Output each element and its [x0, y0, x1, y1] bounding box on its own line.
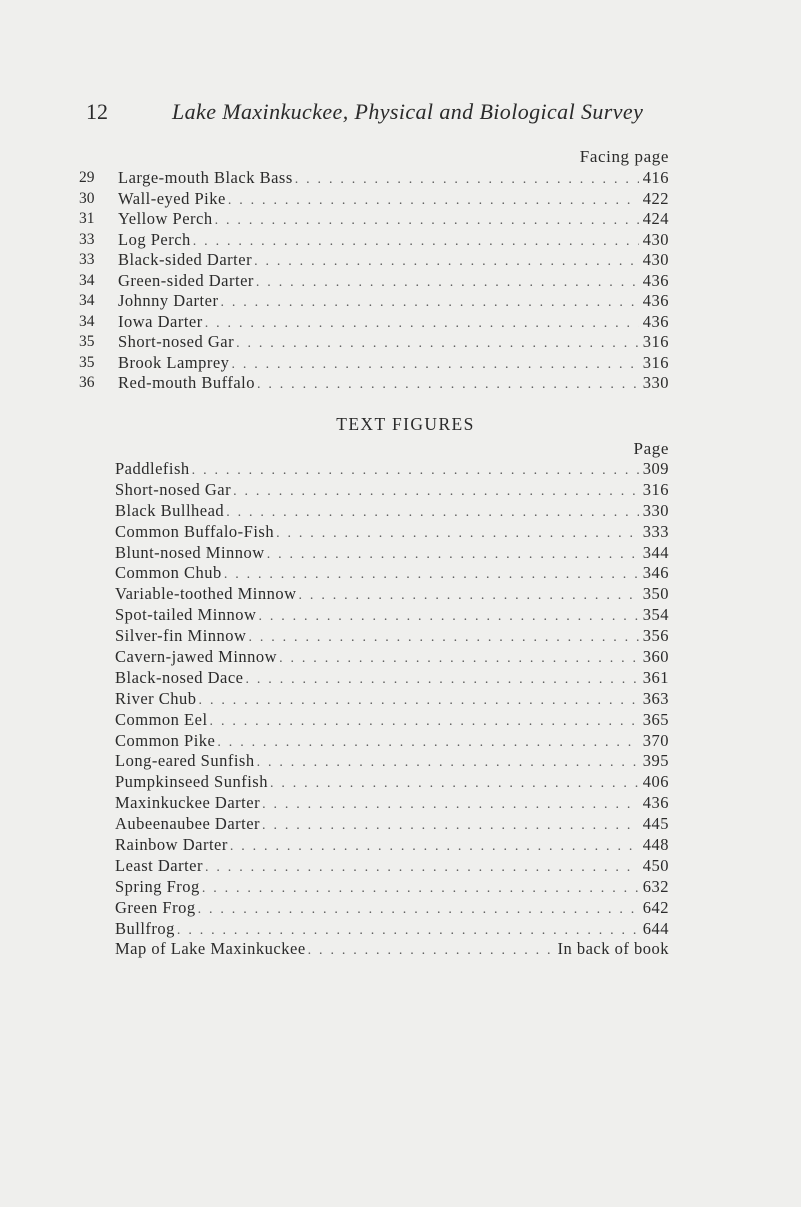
- dot-leader: [199, 691, 639, 712]
- list-item: [0, 501, 801, 522]
- list-item: [0, 939, 801, 960]
- entry-line: [115, 626, 669, 649]
- list-item: [0, 271, 801, 292]
- dot-leader: [236, 334, 639, 355]
- section-title: TEXT FIGURES: [336, 414, 475, 434]
- entry-line: [118, 209, 669, 232]
- dot-leader: [262, 795, 639, 816]
- list-item: [0, 522, 801, 543]
- entry-line: [118, 271, 669, 294]
- plate-number: 35: [79, 353, 95, 371]
- dot-leader: [217, 733, 638, 754]
- entry-line: [115, 584, 669, 607]
- list-item: [0, 563, 801, 584]
- entry-line: [115, 710, 669, 733]
- list-item: [0, 353, 801, 374]
- list-item: [0, 626, 801, 647]
- plate-number: 34: [79, 271, 95, 289]
- page-label: Page: [633, 439, 669, 458]
- entry-name: Pumpkinseed Sunfish: [115, 772, 268, 792]
- plates-list: [0, 145, 801, 394]
- entry-line: [118, 373, 669, 396]
- entry-page: 363: [642, 688, 669, 708]
- entry-name: Paddlefish: [115, 459, 190, 478]
- dot-leader: [254, 252, 639, 273]
- entry-line: [115, 459, 669, 482]
- entry-page: 450: [642, 855, 669, 875]
- dot-leader: [193, 232, 639, 253]
- entry-line: [115, 856, 669, 879]
- list-item: [0, 647, 801, 668]
- entry-line: [115, 563, 669, 586]
- entry-name: Johnny Darter: [118, 291, 219, 310]
- dot-leader: [220, 293, 638, 314]
- entry-name: Rainbow Darter: [115, 835, 228, 855]
- entry-line: [115, 731, 669, 754]
- entry-line: [118, 168, 669, 191]
- list-item: [0, 480, 801, 501]
- dot-leader: [308, 941, 554, 962]
- running-title: Lake Maxinkuckee, Physical and Biological Survey: [172, 99, 644, 124]
- dot-leader: [299, 586, 639, 607]
- entry-name: Least Darter: [115, 855, 203, 875]
- dot-leader: [202, 879, 639, 900]
- entry-line: [115, 605, 669, 628]
- list-item: [0, 230, 801, 251]
- dot-leader: [246, 670, 639, 691]
- entry-page: In back of book: [557, 939, 669, 959]
- entry-line: [118, 332, 669, 355]
- list-item: [0, 332, 801, 353]
- list-item: [0, 605, 801, 626]
- entry-name: Black-nosed Dace: [115, 667, 244, 687]
- plate-number: 29: [79, 169, 95, 186]
- plate-number: 36: [79, 374, 95, 391]
- list-item: [0, 772, 801, 793]
- entry-page: 361: [642, 667, 669, 687]
- entry-line: [118, 291, 669, 314]
- dot-leader: [295, 170, 639, 191]
- list-item: [0, 751, 801, 772]
- entry-name: Bullfrog: [115, 918, 175, 938]
- plate-number: 35: [79, 333, 95, 350]
- entry-line: [115, 668, 669, 691]
- dot-leader: [257, 375, 639, 396]
- entry-name: Common Pike: [115, 730, 216, 750]
- entry-page: 330: [642, 500, 669, 520]
- entry-page: 424: [642, 209, 669, 228]
- figure-entries: [0, 459, 801, 960]
- dot-leader: [258, 607, 638, 628]
- plate-number: 31: [79, 210, 95, 227]
- entry-page: 422: [642, 188, 669, 208]
- entry-name: Wall-eyed Pike: [118, 188, 226, 208]
- dot-leader: [177, 921, 639, 942]
- entry-name: River Chub: [115, 688, 197, 708]
- entry-line: [115, 793, 669, 816]
- plates-entries: [0, 168, 801, 394]
- entry-page: 316: [642, 332, 669, 351]
- entry-name: Map of Lake Maxinkuckee: [115, 939, 306, 959]
- entry-line: [115, 835, 669, 858]
- entry-name: Cavern-jawed Minnow: [115, 647, 278, 667]
- page-number: 12: [86, 99, 108, 124]
- dot-leader: [205, 314, 639, 335]
- list-item: [0, 793, 801, 814]
- dot-leader: [224, 565, 639, 586]
- entry-line: [115, 898, 669, 921]
- dot-leader: [262, 816, 639, 837]
- list-item: [0, 584, 801, 605]
- entry-line: [118, 189, 669, 212]
- dot-leader: [233, 482, 639, 503]
- entry-name: Brook Lamprey: [118, 352, 230, 372]
- list-item: [0, 731, 801, 752]
- entry-line: [115, 689, 669, 712]
- entry-page: 316: [642, 479, 669, 499]
- entry-page: 642: [642, 897, 669, 917]
- dot-leader: [226, 503, 639, 524]
- entry-page: 370: [642, 730, 669, 750]
- entry-name: Common Chub: [115, 563, 222, 583]
- list-item: [0, 291, 801, 312]
- dot-leader: [231, 355, 638, 376]
- entry-line: [115, 772, 669, 795]
- list-item: [0, 919, 801, 940]
- entry-line: [115, 522, 669, 545]
- entry-page: 436: [642, 291, 669, 310]
- entry-name: Log Perch: [118, 229, 191, 249]
- list-item: [0, 814, 801, 835]
- entry-name: Iowa Darter: [118, 311, 203, 331]
- entry-name: Short-nosed Gar: [115, 479, 232, 499]
- entry-page: 436: [642, 311, 669, 331]
- dot-leader: [198, 900, 639, 921]
- entry-name: Variable-toothed Minnow: [115, 584, 297, 604]
- plate-number: 34: [79, 312, 95, 330]
- dot-leader: [248, 628, 638, 649]
- entry-name: Green-sided Darter: [118, 270, 254, 290]
- facing-page-label: Facing page: [579, 147, 669, 166]
- entry-name: Blunt-nosed Minnow: [115, 542, 265, 562]
- dot-leader: [257, 753, 639, 774]
- running-head: [0, 98, 801, 130]
- entry-page: 354: [642, 605, 669, 625]
- entry-line: [118, 353, 669, 376]
- entry-page: 356: [642, 626, 669, 646]
- entry-page: 448: [642, 835, 669, 855]
- plate-number: 30: [79, 189, 95, 207]
- plate-number: 33: [79, 251, 95, 268]
- figures-column-heading: [0, 437, 801, 459]
- entry-name: Long-eared Sunfish: [115, 751, 255, 771]
- dot-leader: [228, 191, 639, 212]
- dot-leader: [270, 774, 639, 795]
- list-item: [0, 689, 801, 710]
- entry-page: 430: [642, 250, 669, 269]
- entry-page: 330: [642, 373, 669, 392]
- entry-name: Aubeenaubee Darter: [115, 814, 261, 834]
- dot-leader: [267, 545, 639, 566]
- entry-page: 395: [642, 751, 669, 771]
- entry-line: [115, 814, 669, 837]
- list-item: [0, 668, 801, 689]
- entry-page: 360: [642, 647, 669, 667]
- list-item: [0, 835, 801, 856]
- entry-name: Black Bullhead: [115, 500, 225, 520]
- entry-name: Common Buffalo-Fish: [115, 521, 275, 541]
- dot-leader: [230, 837, 639, 858]
- entry-line: [115, 647, 669, 670]
- entry-line: [115, 501, 669, 524]
- entry-line: [115, 751, 669, 774]
- dot-leader: [205, 858, 639, 879]
- entry-name: Black-sided Darter: [118, 250, 253, 269]
- dot-leader: [256, 273, 639, 294]
- dot-leader: [215, 211, 639, 232]
- list-item: [0, 710, 801, 731]
- plate-number: 34: [79, 292, 95, 309]
- entry-line: [115, 919, 669, 942]
- entry-name: Maxinkuckee Darter: [115, 793, 261, 813]
- entry-page: 430: [642, 229, 669, 249]
- entry-name: Large-mouth Black Bass: [118, 168, 293, 187]
- entry-name: Spring Frog: [115, 876, 200, 896]
- entry-page: 316: [642, 352, 669, 372]
- list-item: [0, 312, 801, 333]
- entry-page: 632: [642, 876, 669, 896]
- entry-page: 350: [642, 584, 669, 604]
- entry-name: Short-nosed Gar: [118, 332, 235, 351]
- entry-line: [115, 877, 669, 900]
- dot-leader: [210, 712, 639, 733]
- entry-page: 344: [642, 542, 669, 562]
- text-figures-list: [0, 413, 801, 960]
- list-item: [0, 373, 801, 394]
- entry-page: 309: [642, 459, 669, 478]
- list-item: [0, 898, 801, 919]
- list-item: [0, 543, 801, 564]
- entry-line: [118, 312, 669, 335]
- entry-line: [118, 230, 669, 253]
- entry-line: [115, 543, 669, 566]
- dot-leader: [276, 524, 639, 545]
- dot-leader: [279, 649, 639, 670]
- entry-name: Red-mouth Buffalo: [118, 373, 255, 392]
- list-item: [0, 459, 801, 480]
- plate-number: 33: [79, 230, 95, 248]
- plates-column-heading: [0, 145, 801, 168]
- entry-page: 333: [642, 521, 669, 541]
- entry-name: Green Frog: [115, 897, 196, 917]
- entry-page: 436: [642, 793, 669, 813]
- entry-page: 406: [642, 772, 669, 792]
- entry-page: 644: [642, 918, 669, 938]
- list-item: [0, 189, 801, 210]
- entry-name: Spot-tailed Minnow: [115, 605, 257, 625]
- entry-page: 346: [642, 563, 669, 583]
- entry-page: 416: [642, 168, 669, 187]
- entry-name: Yellow Perch: [118, 209, 213, 228]
- list-item: [0, 168, 801, 189]
- list-item: [0, 250, 801, 271]
- entry-page: 445: [642, 814, 669, 834]
- list-item: [0, 877, 801, 898]
- entry-name: Common Eel: [115, 709, 208, 729]
- entry-page: 365: [642, 709, 669, 729]
- entry-line: [115, 480, 669, 503]
- dot-leader: [192, 461, 639, 482]
- entry-line: [115, 939, 669, 962]
- list-item: [0, 209, 801, 230]
- entry-line: [118, 250, 669, 273]
- entry-page: 436: [642, 270, 669, 290]
- list-item: [0, 856, 801, 877]
- entry-name: Silver-fin Minnow: [115, 626, 247, 646]
